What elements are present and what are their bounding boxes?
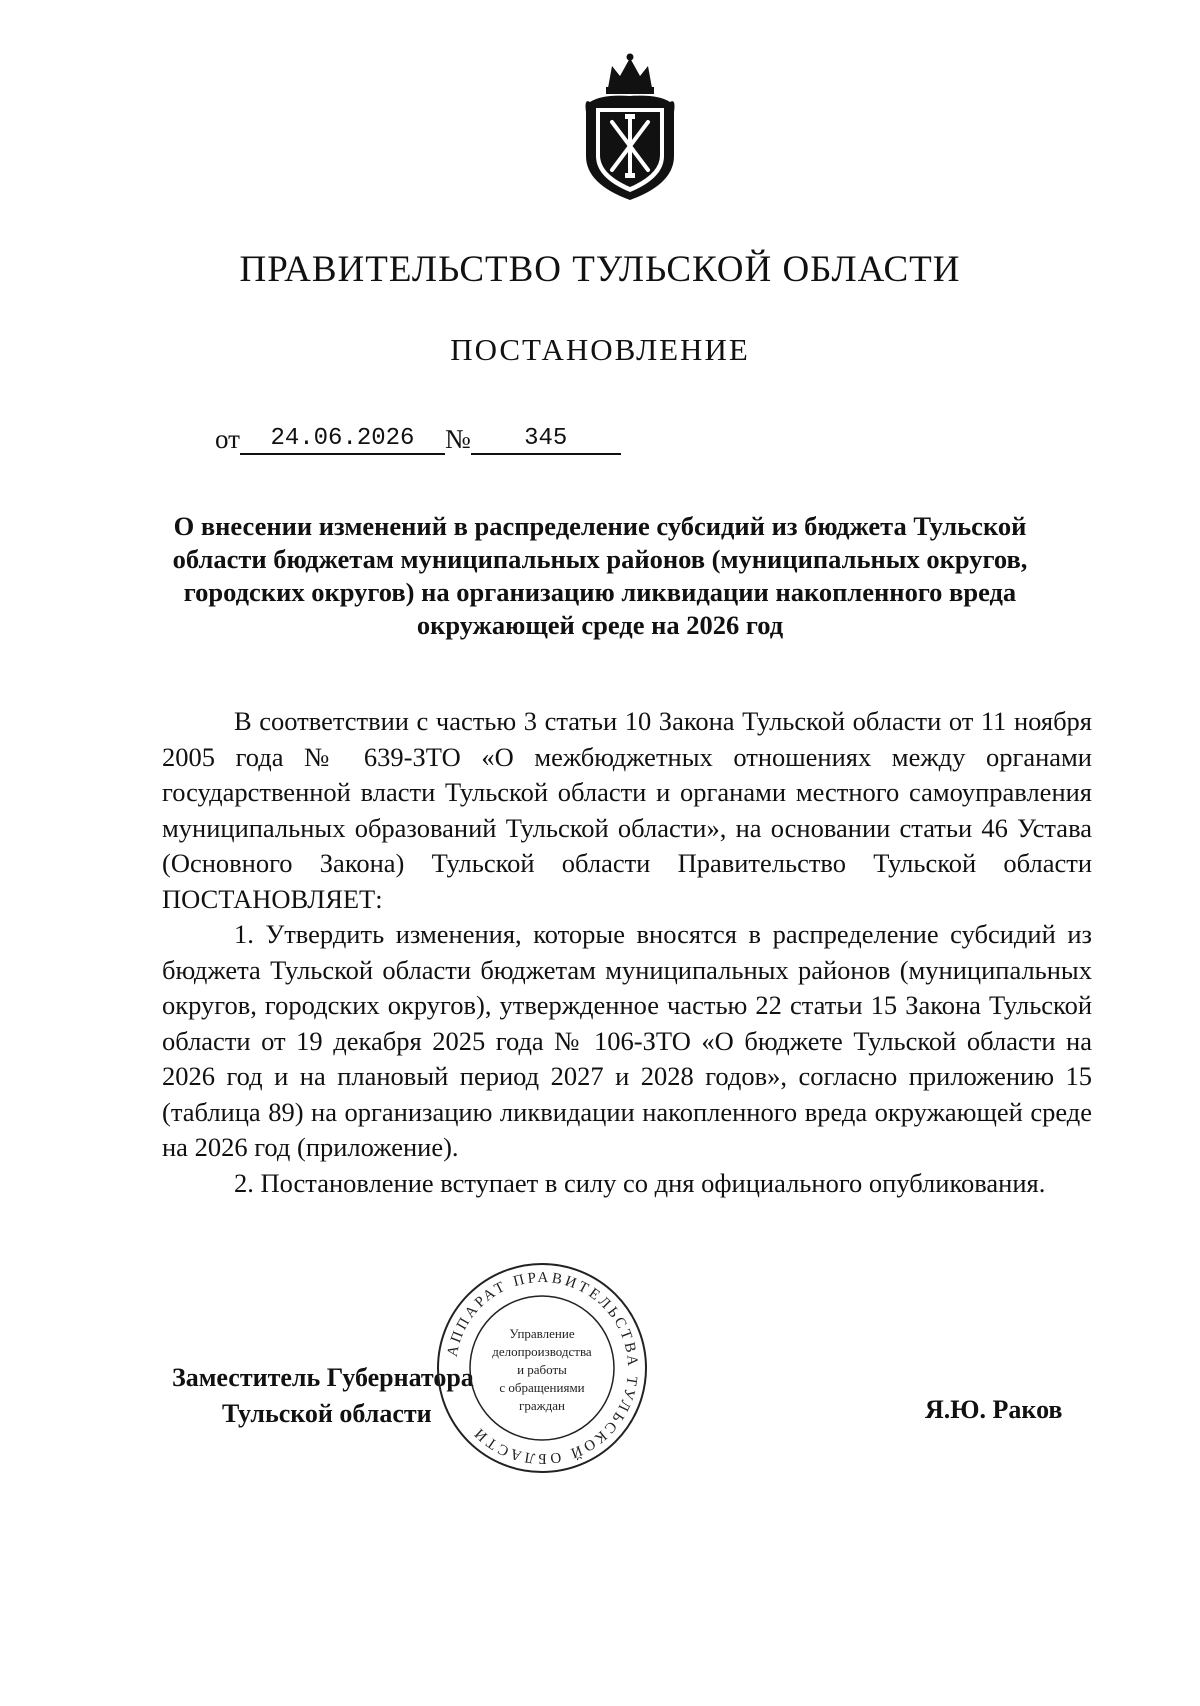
svg-text:Управление: Управление (509, 1326, 575, 1341)
svg-text:и работы: и работы (517, 1362, 567, 1377)
date-number-line (215, 424, 621, 455)
preamble-paragraph: В соответствии с частью 3 статьи 10 Закона Тульской области от 11 ноября 2005 года № 639-ЗТО «О межбюджетных отношениях между органами государственной власти Тульской области и органами местного самоуправления муниципальных образований Тульской области», на основании статьи 46 Устава (Основного Закона) Тульской области Правительство Тульской области ПОСТАНОВЛЯЕТ: (162, 706, 1092, 914)
document-number: 345 (471, 425, 621, 455)
document-subject: О внесении изменений в распределение субсидий из бюджета Тульской области бюджетам муниципальных районов (муниципальных округов, городских округов) на организацию ликвидации накопленного вреда окружающей среде на 2026 год (172, 511, 1028, 640)
signatory-title (172, 1360, 474, 1432)
signatory-title-line1: Заместитель Губернатора (172, 1363, 474, 1392)
signatory-name: Я.Ю. Раков (925, 1395, 1063, 1424)
svg-text:с обращениями: с обращениями (499, 1380, 585, 1395)
signatory-title-line2: Тульской области (222, 1399, 432, 1428)
item-1-paragraph: 1. Утвердить изменения, которые вносятся в распределение субсидий из бюджета Тульской области бюджетам муниципальных районов (муниципальных округов, городских округов), утвержденное частью 22 статьи 15 Закона Тульской области от 19 декабря 2025 года № 106-ЗТО «О бюджете Тульской области на 2026 год и на плановый период 2027 и 2028 годов», согласно приложению 15 (таблица 89) на организацию ликвидации накопленного вреда окружающей среде на 2026 год (приложение). (162, 919, 1092, 1162)
svg-text:делопроизводства: делопроизводства (492, 1344, 592, 1359)
government-title: ПРАВИТЕЛЬСТВО ТУЛЬСКОЙ ОБЛАСТИ (239, 249, 961, 290)
item-2-paragraph: 2. Постановление вступает в силу со дня официального опубликования. (234, 1167, 1046, 1198)
official-stamp (432, 1258, 652, 1478)
document-date: 24.06.2026 (240, 425, 445, 455)
number-label: № (444, 424, 471, 454)
svg-text:граждан: граждан (519, 1398, 565, 1413)
svg-text:АППАРАТ ПРАВИТЕЛЬСТВА ТУЛЬСКОЙ: АППАРАТ ПРАВИТЕЛЬСТВА ТУЛЬСКОЙ ОБЛАСТИ (444, 1269, 641, 1467)
tula-coat-of-arms-icon (578, 52, 682, 204)
document-type: ПОСТАНОВЛЕНИЕ (450, 332, 750, 367)
document-body (162, 704, 1092, 1201)
from-label: от (215, 424, 240, 454)
